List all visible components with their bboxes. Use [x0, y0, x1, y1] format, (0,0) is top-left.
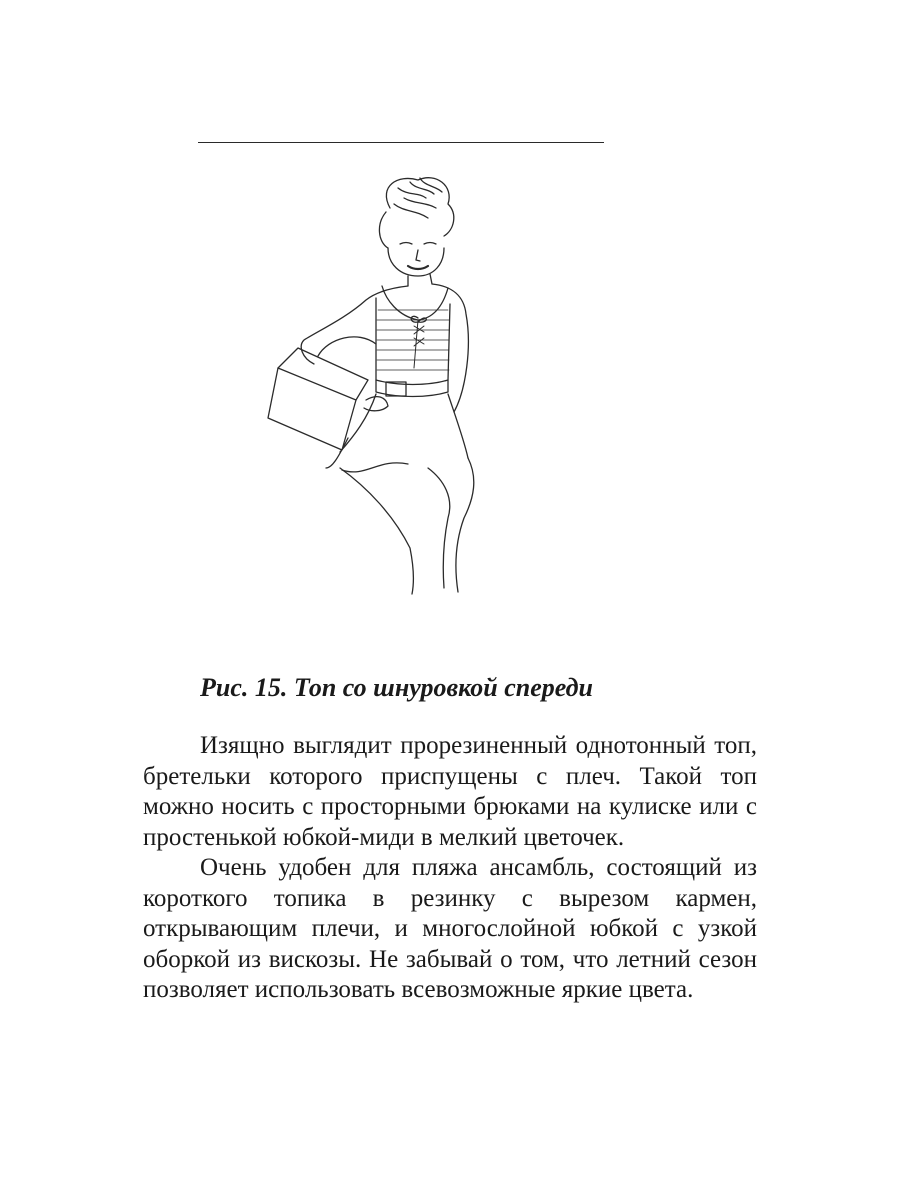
body-text [143, 731, 757, 1006]
fashion-sketch-icon [258, 168, 498, 598]
figure-illustration [258, 168, 498, 598]
header-rule [198, 142, 604, 143]
paragraph: Очень удобен для пляжа ансамбль, состоящий из короткого топика в резинку с вырезом кармен, открывающим плечи, и многослойной юбкой с узкой оборкой из вискозы. Не забывай о том, что летний сезон позволяет использовать всевозможные яркие цвета. [143, 854, 757, 1003]
paragraph: Изящно выглядит прорезиненный однотонный топ, бретельки которого приспущены с плеч. Такой топ можно носить с просторными брюками на кулиске или с простенькой юбкой-миди в мелкий цветочек. [143, 732, 757, 851]
figure-caption: Рис. 15. Топ со шнуровкой спереди [200, 673, 594, 702]
